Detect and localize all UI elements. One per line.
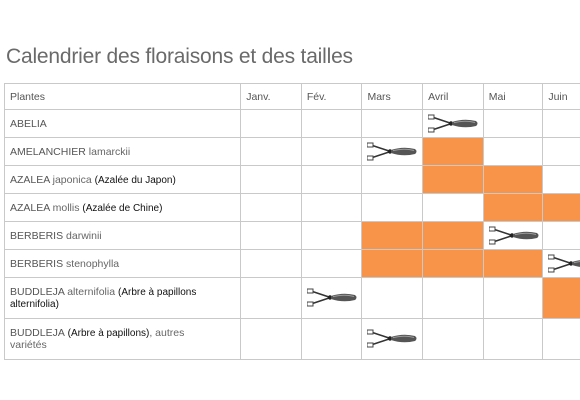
- month-cell: [301, 250, 362, 278]
- month-cell: [241, 222, 302, 250]
- month-cell: [423, 319, 484, 360]
- plant-genus: BUDDLEJA: [10, 286, 65, 298]
- month-cell: [543, 250, 580, 278]
- plant-genus: AMELANCHIER: [10, 145, 86, 158]
- plant-species: mollis: [49, 201, 83, 214]
- bloom-cell: [543, 278, 580, 319]
- plant-genus: BUDDLEJA: [10, 327, 65, 339]
- header-month: Juin: [543, 84, 580, 110]
- month-cell: [543, 222, 580, 250]
- plant-name-cell: [5, 194, 241, 222]
- bloom-cell: [362, 222, 423, 250]
- month-cell: [362, 278, 423, 319]
- plant-species: japonica: [49, 173, 95, 186]
- page-title: Calendrier des floraisons et des tailles: [6, 45, 353, 68]
- month-cell: [301, 138, 362, 166]
- plant-common-name: (Azalée de Chine): [82, 202, 163, 214]
- month-cell: [301, 110, 362, 138]
- month-cell: [241, 319, 302, 360]
- header-month: Fév.: [301, 84, 362, 110]
- month-cell: [362, 138, 423, 166]
- plant-genus: AZALEA: [10, 201, 50, 214]
- month-cell: [301, 278, 362, 319]
- month-cell: [301, 319, 362, 360]
- bloom-cell: [483, 194, 543, 222]
- month-cell: [362, 319, 423, 360]
- plant-name-cell: [5, 319, 241, 360]
- table-row: [5, 194, 580, 222]
- plant-species: darwinii: [63, 229, 102, 242]
- header-row: [5, 84, 580, 110]
- plant-variety-text: , autres: [149, 327, 185, 339]
- table-row: [5, 319, 580, 360]
- table-row: [5, 250, 580, 278]
- pruning-shears-icon: [367, 329, 419, 349]
- month-cell: [241, 138, 302, 166]
- header-plants: Plantes: [5, 84, 241, 110]
- month-cell: [483, 278, 543, 319]
- calendar-table: [4, 83, 580, 360]
- month-cell: [483, 319, 543, 360]
- plant-genus: AZALEA: [10, 173, 50, 186]
- bloom-cell: [423, 222, 484, 250]
- plant-name-cell: [5, 250, 241, 278]
- plant-genus: BERBERIS: [10, 229, 64, 242]
- pruning-shears-icon: [367, 142, 419, 162]
- month-cell: [241, 278, 302, 319]
- table-row: [5, 138, 580, 166]
- bloom-cell: [362, 250, 423, 278]
- plant-name-cell: [5, 222, 241, 250]
- plant-common-name: (Arbre à papillons): [64, 328, 150, 339]
- plant-name-cell: [5, 138, 241, 166]
- month-cell: [543, 166, 580, 194]
- month-cell: [301, 194, 362, 222]
- plant-common-name: (Arbre à papillons: [117, 287, 197, 298]
- plant-common-name: (Azalée du Japon): [94, 174, 176, 186]
- month-cell: [241, 110, 302, 138]
- plant-name-continued: alternifolia): [10, 299, 59, 310]
- bloom-cell: [483, 166, 543, 194]
- table-row: [5, 278, 580, 319]
- month-cell: [543, 138, 580, 166]
- month-cell: [423, 110, 484, 138]
- plant-species: lamarckii: [85, 145, 131, 158]
- header-month: Mai: [483, 84, 543, 110]
- month-cell: [362, 110, 423, 138]
- header-month: Avril: [423, 84, 484, 110]
- month-cell: [483, 138, 543, 166]
- table-row: [5, 110, 580, 138]
- pruning-shears-icon: [548, 254, 580, 274]
- month-cell: [241, 250, 302, 278]
- month-cell: [483, 222, 543, 250]
- month-cell: [543, 110, 580, 138]
- month-cell: [241, 166, 302, 194]
- bloom-cell: [483, 250, 543, 278]
- month-cell: [362, 194, 423, 222]
- plant-species: alternifolia: [64, 286, 118, 298]
- bloom-cell: [543, 194, 580, 222]
- plant-species: stenophylla: [63, 257, 120, 270]
- month-cell: [423, 278, 484, 319]
- pruning-shears-icon: [307, 288, 359, 308]
- month-cell: [483, 110, 543, 138]
- plant-genus: ABELIA: [10, 117, 47, 130]
- bloom-cell: [423, 250, 484, 278]
- month-cell: [362, 166, 423, 194]
- header-month: Mars: [362, 84, 423, 110]
- header-month: Janv.: [241, 84, 302, 110]
- plant-genus: BERBERIS: [10, 257, 64, 270]
- month-cell: [301, 222, 362, 250]
- month-cell: [423, 194, 484, 222]
- table-row: [5, 222, 580, 250]
- plant-name-cell: [5, 278, 241, 319]
- plant-name-continued: variétés: [10, 339, 47, 351]
- plant-name-cell: [5, 110, 241, 138]
- plant-name-cell: [5, 166, 241, 194]
- pruning-shears-icon: [428, 114, 480, 134]
- month-cell: [543, 319, 580, 360]
- table-row: [5, 166, 580, 194]
- month-cell: [301, 166, 362, 194]
- pruning-shears-icon: [489, 226, 541, 246]
- bloom-cell: [423, 166, 484, 194]
- month-cell: [241, 194, 302, 222]
- bloom-cell: [423, 138, 484, 166]
